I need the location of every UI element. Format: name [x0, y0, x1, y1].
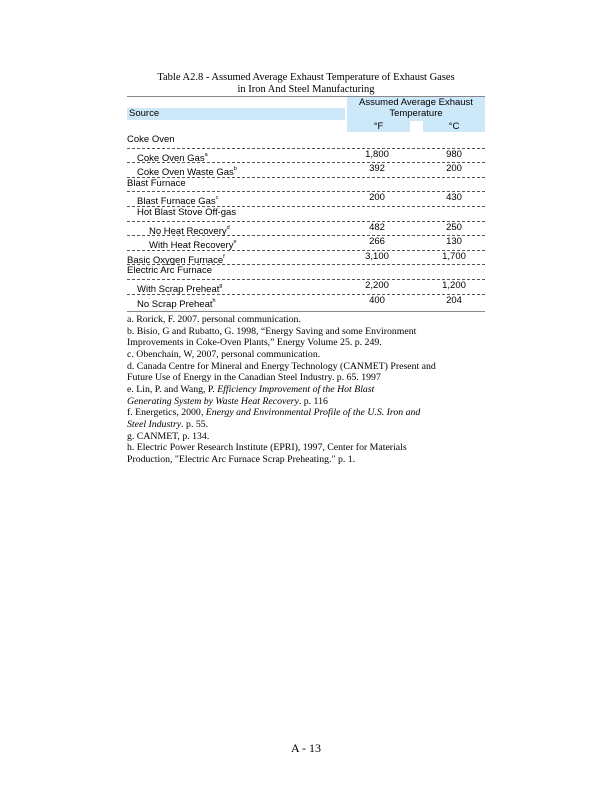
page-number: A - 13 — [291, 741, 321, 755]
table-row — [127, 162, 485, 178]
header-temperature — [347, 97, 485, 121]
table-row — [127, 221, 485, 237]
header-unit-f: °F — [347, 121, 410, 132]
footnote-ref: e — [233, 239, 237, 246]
footnote-line — [127, 442, 507, 454]
footnote-text: h. Electric Power Research Institute (EPRI), 1997, Center for Materials — [127, 442, 407, 454]
table-row — [127, 206, 485, 222]
row-label-text: No Heat Recovery — [149, 225, 227, 237]
footnote-line — [127, 407, 507, 419]
table-bottom-rule — [127, 311, 485, 312]
row-label-text: Blast Furnace Gas — [137, 196, 216, 208]
footnote-line — [127, 396, 507, 408]
value-c: 130 — [446, 236, 462, 248]
footnote-line — [127, 454, 507, 466]
row-label-text: Coke Oven Gas — [137, 152, 205, 164]
table-row — [127, 264, 485, 280]
footnote-line — [127, 326, 507, 338]
footnote-ref: a — [204, 151, 208, 158]
row-label — [127, 177, 186, 191]
header-source: Source — [127, 108, 345, 120]
footnote-text: Future Use of Energy in the Canadian Steel Industry. p. 65. 1997 — [127, 372, 381, 384]
footnote-ref: g — [219, 283, 223, 289]
table-row — [127, 235, 485, 251]
footnote-line — [127, 419, 507, 431]
footnote-text: Efficiency Improvement of the Hot Blast — [217, 383, 375, 395]
value-f: 2,200 — [365, 280, 389, 291]
footnote-text: f. Energetics, 2000, — [127, 407, 206, 419]
row-label — [137, 206, 236, 220]
table-row — [127, 279, 485, 295]
row-label-text: Basic Oxygen Furnace — [127, 254, 224, 266]
value-f: 266 — [369, 236, 385, 248]
header-unit-c: °C — [423, 121, 485, 132]
footnote-text: . p. 55. — [181, 418, 209, 430]
footnote-text: Production, "Electric Arc Furnace Scrap Preheating." p. 1. — [127, 453, 356, 465]
footnote-text: d. Canada Centre for Mineral and Energy Technology (CANMET) Present and — [127, 360, 436, 372]
footnote-ref: c — [215, 195, 219, 202]
footnote-text: Generating System by Waste Heat Recovery — [127, 395, 299, 407]
table-row — [127, 294, 485, 309]
header-temperature-line2: Temperature — [389, 108, 443, 119]
value-f: 400 — [369, 294, 385, 306]
table-row — [127, 250, 485, 266]
value-c: 1,200 — [442, 280, 466, 291]
table-row — [127, 133, 485, 149]
value-c: 250 — [446, 221, 462, 233]
value-f: 482 — [369, 221, 385, 233]
footnote-ref: d — [226, 224, 230, 231]
row-label — [127, 133, 175, 147]
value-c: 204 — [446, 294, 462, 306]
footnote-line — [127, 384, 507, 396]
footnote-line — [127, 314, 507, 326]
value-f: 3,100 — [365, 250, 389, 262]
row-label-text: With Heat Recovery — [149, 240, 234, 252]
footnote-text: . p. 116 — [298, 395, 328, 407]
value-f: 1,800 — [365, 148, 389, 160]
row-label-text: With Scrap Preheat — [137, 284, 220, 295]
footnote-ref: f — [223, 253, 225, 260]
row-label-text: Blast Furnace — [127, 177, 186, 189]
value-c: 1,700 — [442, 250, 466, 262]
row-label — [127, 264, 212, 278]
footnote-text: c. Obenchain, W, 2007, personal communication. — [127, 348, 321, 360]
value-f: 392 — [369, 163, 385, 175]
footnote-text: Energy and Environmental Profile of the U.S. Iron and — [205, 407, 421, 419]
table-row — [127, 177, 485, 193]
row-label-text: No Scrap Preheat — [137, 298, 213, 310]
value-c: 980 — [446, 148, 462, 160]
value-c: 430 — [446, 192, 462, 204]
footnote-line — [127, 372, 507, 384]
table-row — [127, 148, 485, 164]
row-label-text: Coke Oven Waste Gas — [137, 167, 234, 179]
footnote-ref: b — [233, 166, 237, 173]
row-label-text: Coke Oven — [127, 134, 175, 145]
table-row — [127, 191, 485, 207]
footnote-ref: h — [212, 297, 216, 304]
value-c: 200 — [446, 163, 462, 175]
header-temperature-line1: Assumed Average Exhaust — [359, 97, 473, 108]
footnote-line — [127, 337, 507, 349]
row-label-text: Electric Arc Furnace — [127, 265, 212, 277]
footnote-text: Steel Industry — [127, 418, 182, 430]
footnote-line — [127, 361, 507, 373]
footnote-text: a. Rorick, F. 2007. personal communication. — [127, 314, 301, 325]
footnote-text: Improvements in Coke-Oven Plants,” Energy Volume 25. p. 249. — [127, 337, 382, 349]
footnote-text: e. Lin, P. and Wang, P. — [127, 383, 218, 395]
footnote-text: g. CANMET, p. 134. — [127, 430, 210, 442]
value-f: 200 — [369, 192, 385, 204]
footnote-line — [127, 349, 507, 361]
table-title-line2: in Iron And Steel Manufacturing — [237, 84, 375, 95]
table-title-line1: Table A2.8 - Assumed Average Exhaust Temperature of Exhaust Gases — [157, 72, 455, 83]
footnote-line — [127, 431, 507, 443]
row-label — [137, 294, 216, 312]
footnotes — [127, 314, 507, 466]
row-label-text: Hot Blast Stove Off-gas — [137, 207, 237, 218]
footnote-text: b. Bisio, G and Rubatto, G. 1998, “Energy Saving and some Environment — [127, 325, 417, 337]
